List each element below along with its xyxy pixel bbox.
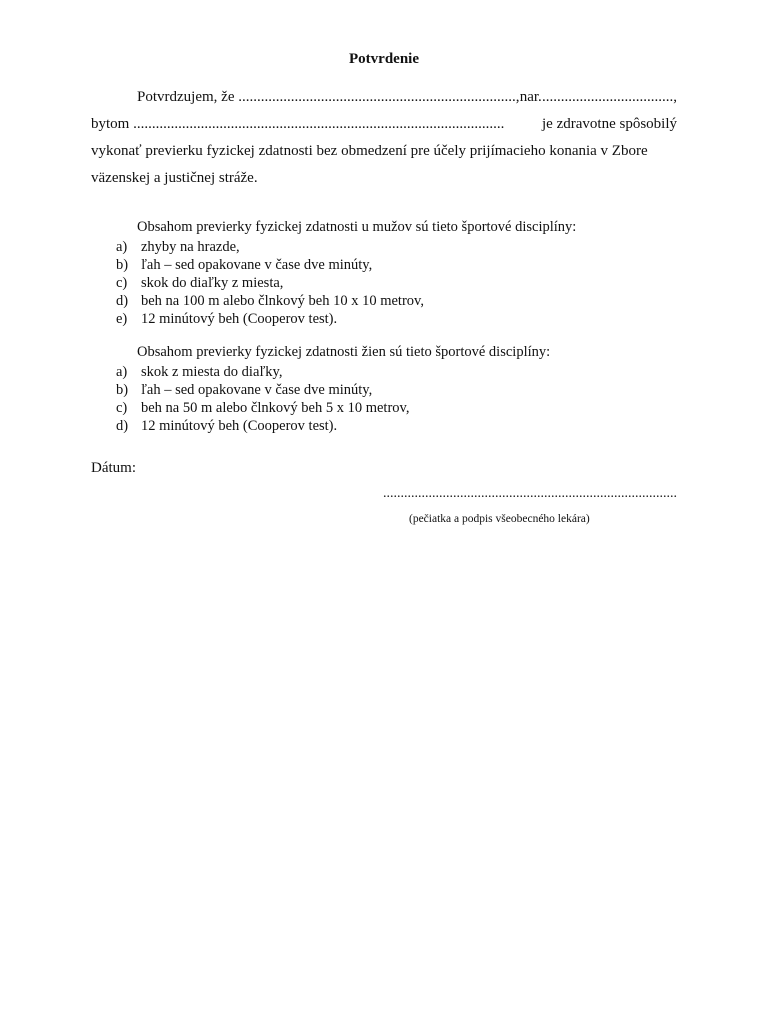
list-item	[91, 381, 409, 399]
list-item-text: ľah – sed opakovane v čase dve minúty,	[141, 382, 373, 398]
list-item-marker: d)	[116, 293, 129, 309]
list-item	[91, 310, 424, 328]
name-field-line: Potvrdzujem, že ..........................................................................,	[137, 89, 520, 105]
birth-label: nar.	[519, 89, 542, 105]
confirmation-line-2	[91, 111, 677, 138]
list-item-text: 12 minútový beh (Cooperov test).	[141, 418, 338, 434]
list-item-marker: a)	[116, 364, 128, 380]
list-item-marker: a)	[116, 239, 128, 255]
list-item	[91, 399, 409, 417]
men-section-intro: Obsahom previerky fyzickej zdatnosti u mužov sú tieto športové disciplíny:	[137, 219, 577, 235]
list-item-marker: c)	[116, 400, 128, 416]
fitness-statement: je zdravotne spôsobilý	[542, 116, 677, 132]
list-item	[91, 292, 424, 310]
signature-caption: (pečiatka a podpis všeobecného lekára)	[409, 513, 590, 525]
confirmation-line-4: väzenskej a justičnej stráže.	[91, 170, 258, 186]
list-item-marker: b)	[116, 257, 129, 273]
list-item-text: 12 minútový beh (Cooperov test).	[141, 311, 338, 327]
list-item	[91, 274, 424, 292]
signature-line: ....................................................................................	[383, 486, 677, 501]
women-disciplines-list	[91, 363, 409, 435]
list-item-text: beh na 100 m alebo člnkový beh 10 x 10 metrov,	[141, 293, 424, 309]
document-title: Potvrdenie	[349, 51, 419, 67]
list-item-text: skok do diaľky z miesta,	[141, 275, 284, 291]
list-item-text: ľah – sed opakovane v čase dve minúty,	[141, 257, 373, 273]
confirmation-paragraph	[91, 84, 677, 192]
women-section-intro: Obsahom previerky fyzickej zdatnosti žien sú tieto športové disciplíny:	[137, 344, 551, 360]
birth-field-line: ...................................,	[542, 89, 677, 105]
list-item	[91, 363, 409, 381]
list-item-text: skok z miesta do diaľky,	[141, 364, 283, 380]
list-item-marker: c)	[116, 275, 128, 291]
list-item	[91, 238, 424, 256]
list-item	[91, 256, 424, 274]
list-item-marker: e)	[116, 311, 128, 327]
list-item-marker: d)	[116, 418, 129, 434]
residence-field-line: bytom ...................................................................................................	[91, 116, 505, 132]
men-disciplines-list	[91, 238, 424, 328]
list-item-text: zhyby na hrazde,	[141, 239, 240, 255]
date-label: Dátum:	[91, 460, 136, 476]
confirmation-line-3: vykonať previerku fyzickej zdatnosti bez obmedzení pre účely prijímacieho konania v Zbore	[91, 143, 648, 159]
list-item-marker: b)	[116, 382, 129, 398]
confirmation-line-1	[91, 84, 677, 111]
list-item-text: beh na 50 m alebo člnkový beh 5 x 10 metrov,	[141, 400, 410, 416]
list-item	[91, 417, 409, 435]
